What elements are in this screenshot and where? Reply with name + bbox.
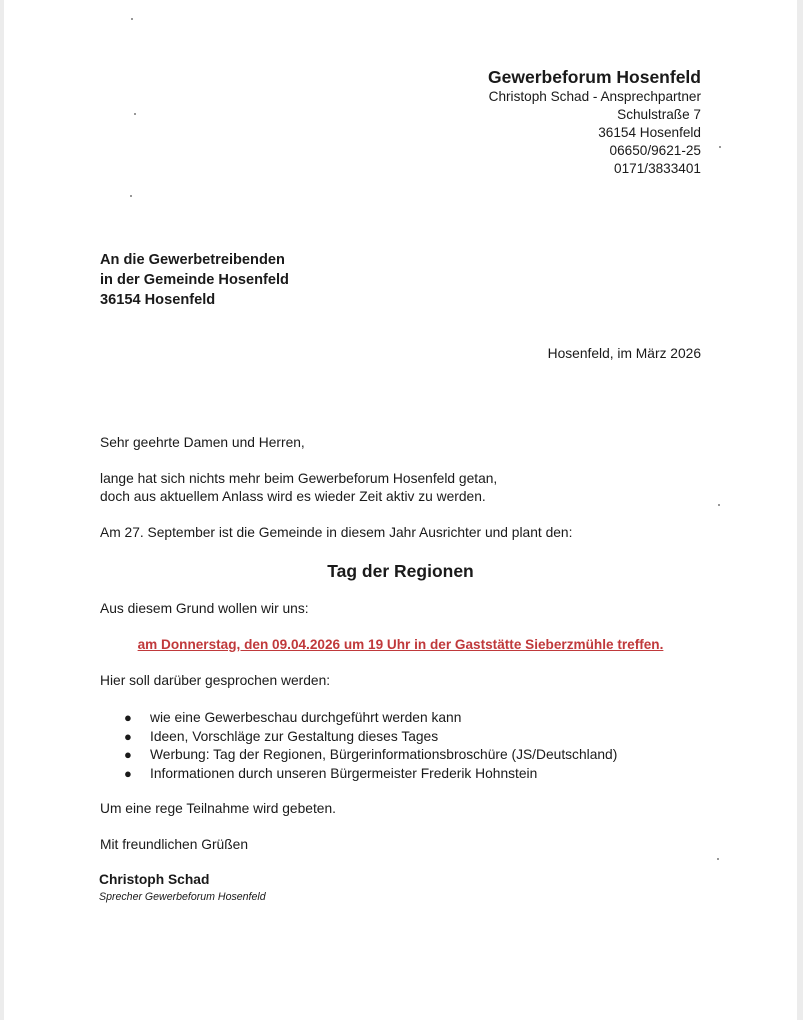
sender-city: 36154 Hosenfeld: [598, 125, 701, 140]
list-item: [124, 765, 617, 784]
recipient-block: [100, 250, 289, 310]
intro-line: lange hat sich nichts mehr beim Gewerbeforum Hosenfeld getan,: [100, 471, 498, 486]
signature-role: Sprecher Gewerbeforum Hosenfeld: [99, 891, 266, 903]
recipient-line: 36154 Hosenfeld: [100, 292, 216, 308]
topic-text: wie eine Gewerbeschau durchgeführt werden kann: [150, 710, 462, 725]
intro-line: doch aus aktuellem Anlass wird es wieder Zeit aktiv zu werden.: [100, 489, 486, 504]
topics-intro: Hier soll darüber gesprochen werden:: [100, 673, 331, 688]
reason-text: Aus diesem Grund wollen wir uns:: [100, 601, 309, 616]
bullet-icon: ●: [124, 747, 132, 763]
bullet-icon: ●: [124, 710, 132, 725]
topics-list: [124, 709, 617, 783]
sender-contact: Christoph Schad - Ansprechpartner: [488, 89, 701, 104]
recipient-line: An die Gewerbetreibenden: [100, 252, 285, 268]
meeting-announcement: am Donnerstag, den 09.04.2026 um 19 Uhr in der Gaststätte Sieberzmühle treffen.: [137, 637, 664, 652]
list-item: [124, 709, 617, 728]
scan-speck: [134, 113, 136, 115]
sender-street: Schulstraße 7: [617, 107, 701, 122]
topic-text: Werbung: Tag der Regionen, Bürgerinformationsbroschüre (JS/Deutschland): [150, 747, 618, 763]
list-item: [124, 728, 617, 747]
sender-phone: 06650/9621-25: [609, 143, 701, 158]
salutation: Sehr geehrte Damen und Herren,: [100, 435, 305, 450]
closing-text: Mit freundlichen Grüßen: [100, 837, 248, 852]
letter-page: [4, 0, 797, 1020]
list-item: [124, 746, 617, 765]
date-line: Hosenfeld, im März 2026: [547, 346, 701, 361]
sender-block: [488, 66, 701, 178]
sender-organization: Gewerbeforum Hosenfeld: [488, 67, 701, 87]
scan-speck: [718, 504, 720, 506]
scan-speck: [717, 858, 719, 860]
topic-text: Ideen, Vorschläge zur Gestaltung dieses Tages: [150, 728, 439, 744]
announcement-text: Am 27. September ist die Gemeinde in diesem Jahr Ausrichter und plant den:: [100, 525, 573, 540]
scan-speck: [130, 195, 132, 197]
bullet-icon: ●: [124, 765, 132, 781]
event-title: Tag der Regionen: [327, 561, 474, 581]
intro-paragraph: [100, 470, 497, 506]
signature-name: Christoph Schad: [99, 872, 210, 887]
topic-text: Informationen durch unseren Bürgermeister Frederik Hohnstein: [150, 765, 538, 781]
sender-mobile: 0171/3833401: [614, 161, 701, 176]
request-text: Um eine rege Teilnahme wird gebeten.: [100, 801, 336, 816]
recipient-line: in der Gemeinde Hosenfeld: [100, 272, 289, 288]
bullet-icon: ●: [124, 728, 132, 744]
scan-speck: [131, 18, 133, 20]
scan-speck: [719, 146, 721, 148]
